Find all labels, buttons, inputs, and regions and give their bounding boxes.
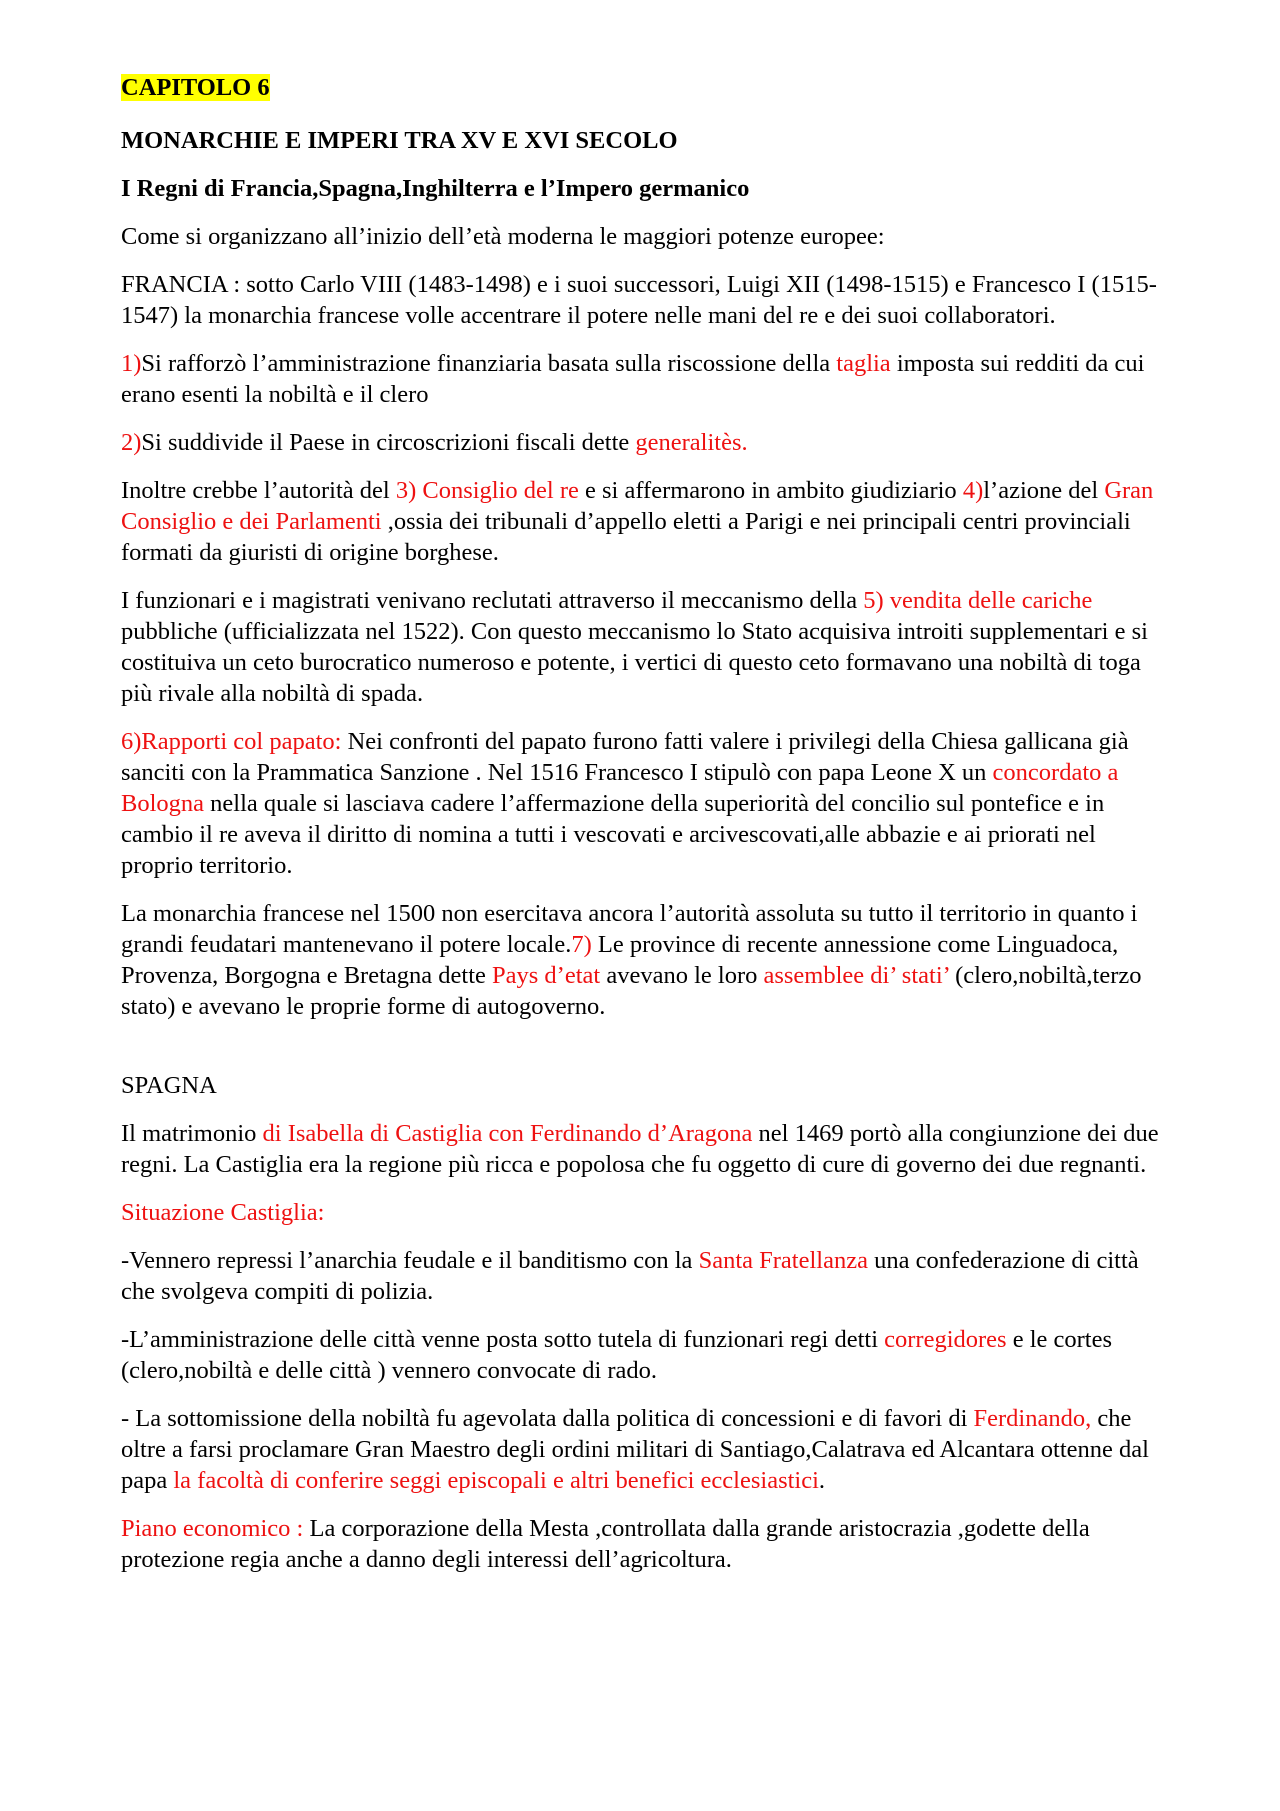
text-run: Il matrimonio: [121, 1120, 263, 1147]
highlight-term: Pays d’etat: [492, 962, 601, 989]
text-run: .: [818, 1467, 826, 1494]
highlight-term: concordato a Bologna: [121, 759, 1119, 817]
point-number: 4): [962, 477, 984, 504]
spagna-paragraph-5: [121, 1513, 1166, 1575]
point-number: 7): [571, 931, 592, 958]
highlight-term: corregidores: [884, 1326, 1007, 1353]
francia-paragraph-3: [121, 427, 1166, 458]
point-number: 2): [121, 429, 142, 456]
section-heading: MONARCHIE E IMPERI TRA XV E XVI SECOLO: [121, 127, 678, 154]
francia-paragraph-6: [121, 726, 1166, 881]
spagna-paragraph-2: [121, 1245, 1166, 1307]
castiglia-title: Situazione Castiglia:: [121, 1199, 325, 1226]
highlight-term: di Isabella di Castiglia con Ferdinando d’Aragona: [262, 1120, 753, 1147]
text-run: I funzionari e i magistrati venivano reclutati attraverso il meccanismo della: [121, 587, 864, 614]
spagna-paragraph-1: [121, 1118, 1166, 1180]
text-run: imposta sui redditi da cui erano esenti la nobiltà e il clero: [121, 350, 1145, 408]
text-run: Nei confronti del papato furono fatti valere i privilegi della Chiesa gallicana già sanciti con la Prammatica Sanzione . Nel 1516 Francesco I stipulò con papa Leone X un: [121, 728, 1129, 786]
highlight-term: Piano economico :: [121, 1515, 304, 1542]
francia-paragraph-1: FRANCIA : sotto Carlo VIII (1483-1498) e i suoi successori, Luigi XII (1498-1515) e Francesco I (1515-1547) la monarchia francese volle accentrare il potere nelle mani del re e dei suoi collaboratori.: [121, 271, 1157, 329]
text-run: e le cortes (clero,nobiltà e delle città ) vennero convocate di rado.: [121, 1326, 1113, 1384]
text-run: nella quale si lasciava cadere l’affermazione della superiorità del concilio sul pontefice e in cambio il re aveva il diritto di nomina a tutti i vescovati e arcivescovati,alle abbazie e ai priorati nel proprio territorio.: [121, 790, 1105, 879]
text-run: e si affermarono in ambito giudiziario: [578, 477, 963, 504]
highlight-term: assemblee di’ stati’: [763, 962, 949, 989]
chapter-label: CAPITOLO 6: [121, 74, 270, 101]
text-run: (clero,nobiltà,terzo stato) e avevano le proprie forme di autogoverno.: [121, 962, 1142, 1020]
text-run: l’azione del: [983, 477, 1105, 504]
text-run: che oltre a farsi proclamare Gran Maestro degli ordini militari di Santiago,Calatrava ed Alcantara ottenne dal papa: [121, 1405, 1149, 1494]
text-run: - La sottomissione della nobiltà fu agevolata dalla politica di concessioni e di favori di: [121, 1405, 974, 1432]
spagna-paragraph-3: [121, 1324, 1166, 1386]
spagna-paragraph-4: [121, 1403, 1166, 1496]
francia-paragraph-7: [121, 898, 1166, 1022]
highlight-term: la facoltà di conferire seggi episcopali e altri benefici ecclesiastici: [173, 1467, 819, 1494]
francia-paragraph-4: [121, 475, 1166, 568]
highlight-term: 6)Rapporti col papato:: [121, 728, 342, 755]
text-run: avevano le loro: [600, 962, 764, 989]
chapter-title: [121, 72, 1166, 103]
text-run: -L’amministrazione delle città venne posta sotto tutela di funzionari regi detti: [121, 1326, 885, 1353]
highlight-term: 3) Consiglio del re: [395, 477, 579, 504]
text-run: nel 1469 portò alla congiunzione dei due regni. La Castiglia era la regione più ricca e popolosa che fu oggetto di cure di governo dei due regnanti.: [121, 1120, 1159, 1178]
text-run: -Vennero repressi l’anarchia feudale e il banditismo con la: [121, 1247, 699, 1274]
highlight-term: Gran Consiglio e dei Parlamenti: [121, 477, 1154, 535]
text-run: Si rafforzò l’amministrazione finanziaria basata sulla riscossione della: [141, 350, 837, 377]
text-run: Le province di recente annessione come Linguadoca, Provenza, Borgogna e Bretagna dette: [121, 931, 1119, 989]
text-run: La corporazione della Mesta ,controllata dalla grande aristocrazia ,godette della protezione regia anche a danno degli interessi dell’agricoltura.: [121, 1515, 1090, 1573]
text-run: La monarchia francese nel 1500 non esercitava ancora l’autorità assoluta su tutto il territorio in quanto i grandi feudatari mantenevano il potere locale.: [121, 900, 1138, 958]
intro-paragraph: Come si organizzano all’inizio dell’età moderna le maggiori potenze europee:: [121, 223, 885, 250]
section-subheading: I Regni di Francia,Spagna,Inghilterra e l’Impero germanico: [121, 175, 750, 202]
francia-paragraph-5: [121, 585, 1166, 709]
highlight-term: Santa Fratellanza: [698, 1247, 868, 1274]
text-run: Si suddivide il Paese in circoscrizioni fiscali dette: [141, 429, 636, 456]
highlight-term: Ferdinando,: [973, 1405, 1092, 1432]
document-body: [121, 72, 1166, 1592]
point-number: 1): [121, 350, 142, 377]
text-run: ,ossia dei tribunali d’appello eletti a Parigi e nei principali centri provinciali formati da giuristi di origine borghese.: [121, 508, 1131, 566]
blank-line: [121, 1039, 1166, 1070]
spagna-title: SPAGNA: [121, 1072, 217, 1099]
highlight-term: generalitès.: [635, 429, 748, 456]
text-run: Inoltre crebbe l’autorità del: [121, 477, 396, 504]
highlight-term: taglia: [836, 350, 891, 377]
highlight-term: 5) vendita delle cariche: [863, 587, 1093, 614]
text-run: pubbliche (ufficializzata nel 1522). Con questo meccanismo lo Stato acquisiva introiti supplementari e si costituiva un ceto burocratico numeroso e potente, i vertici di questo ceto formavano una nobiltà di toga più rivale alla nobiltà di spada.: [121, 618, 1148, 707]
text-run: una confederazione di città che svolgeva compiti di polizia.: [121, 1247, 1139, 1305]
francia-paragraph-2: [121, 348, 1166, 410]
